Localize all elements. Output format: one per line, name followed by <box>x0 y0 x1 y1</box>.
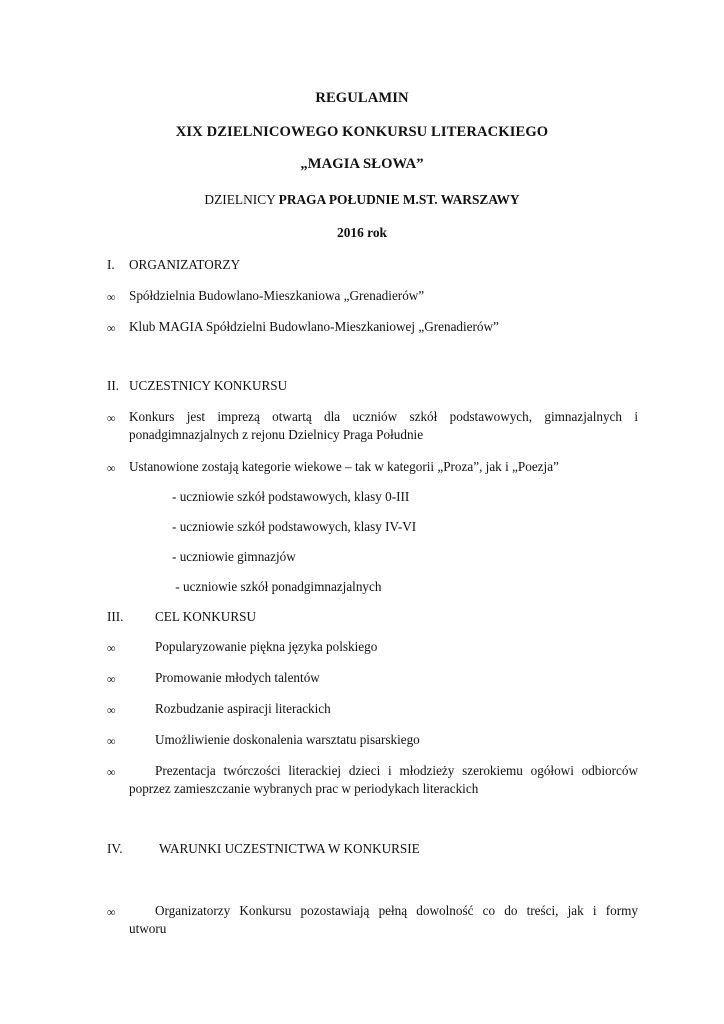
section-1-item: Klub MAGIA Spółdzielni Budowlano-Mieszkaniowej „Grenadierów” <box>129 319 499 334</box>
document-title: REGULAMIN <box>315 90 409 106</box>
age-category: - uczniowie szkół podstawowych, klasy IV-VI <box>172 519 417 534</box>
section-1-number: I. <box>107 257 115 272</box>
year: 2016 rok <box>337 225 387 240</box>
section-2-title: UCZESTNICY KONKURSU <box>129 378 288 393</box>
infinity-bullet-icon: ∞ <box>107 461 116 475</box>
infinity-bullet-icon: ∞ <box>107 703 116 717</box>
section-3-item: Promowanie młodych talentów <box>155 670 320 685</box>
infinity-bullet-icon: ∞ <box>107 734 116 748</box>
infinity-bullet-icon: ∞ <box>107 905 116 919</box>
section-3-item-line: Prezentacja twórczości literackiej dzieci i młodzieży szerokiemu ogółowi odbiorców <box>155 763 638 778</box>
infinity-bullet-icon: ∞ <box>107 411 116 425</box>
document-subtitle: XIX DZIELNICOWEGO KONKURSU LITERACKIEGO <box>175 124 549 140</box>
section-4-title: WARUNKI UCZESTNICTWA W KONKURSIE <box>159 841 420 856</box>
age-category: - uczniowie szkół ponadgimnazjalnych <box>172 579 382 594</box>
contest-name: „MAGIA SŁOWA” <box>300 156 424 172</box>
section-3-item-line: poprzez zamieszczanie wybranych prac w periodykach literackich <box>129 781 479 796</box>
district-line <box>0 192 724 208</box>
section-3-item: Rozbudzanie aspiracji literackich <box>155 701 331 716</box>
section-4-item-line: utworu <box>129 921 167 936</box>
section-2-item-line: ponadgimnazjalnych z rejonu Dzielnicy Praga Południe <box>129 427 424 442</box>
section-2-number: II. <box>107 378 120 393</box>
section-3-number: III. <box>107 609 124 624</box>
section-2-item-line: Konkurs jest imprezą otwartą dla uczniów szkół podstawowych, gimnazjalnych i <box>129 409 638 424</box>
infinity-bullet-icon: ∞ <box>107 672 116 686</box>
section-4-number: IV. <box>107 841 123 856</box>
district-prefix: DZIELNICY <box>204 192 279 207</box>
section-3-item: Popularyzowanie piękna języka polskiego <box>155 639 378 654</box>
age-category: - uczniowie szkół podstawowych, klasy 0-III <box>172 489 410 504</box>
infinity-bullet-icon: ∞ <box>107 321 116 335</box>
age-category: - uczniowie gimnazjów <box>172 549 296 564</box>
infinity-bullet-icon: ∞ <box>107 765 116 779</box>
section-3-item: Umożliwienie doskonalenia warsztatu pisarskiego <box>155 732 420 747</box>
infinity-bullet-icon: ∞ <box>107 290 116 304</box>
section-2-item: Ustanowione zostają kategorie wiekowe – tak w kategorii „Proza”, jak i „Poezja” <box>129 459 559 474</box>
infinity-bullet-icon: ∞ <box>107 641 116 655</box>
district-name: PRAGA POŁUDNIE M.ST. WARSZAWY <box>278 192 520 207</box>
section-1-title: ORGANIZATORZY <box>129 257 241 272</box>
section-4-item-line: Organizatorzy Konkursu pozostawiają pełną dowolność co do treści, jak i formy <box>155 903 638 918</box>
section-3-title: CEL KONKURSU <box>155 609 256 624</box>
section-1-item: Spółdzielnia Budowlano-Mieszkaniowa „Grenadierów” <box>129 288 425 303</box>
